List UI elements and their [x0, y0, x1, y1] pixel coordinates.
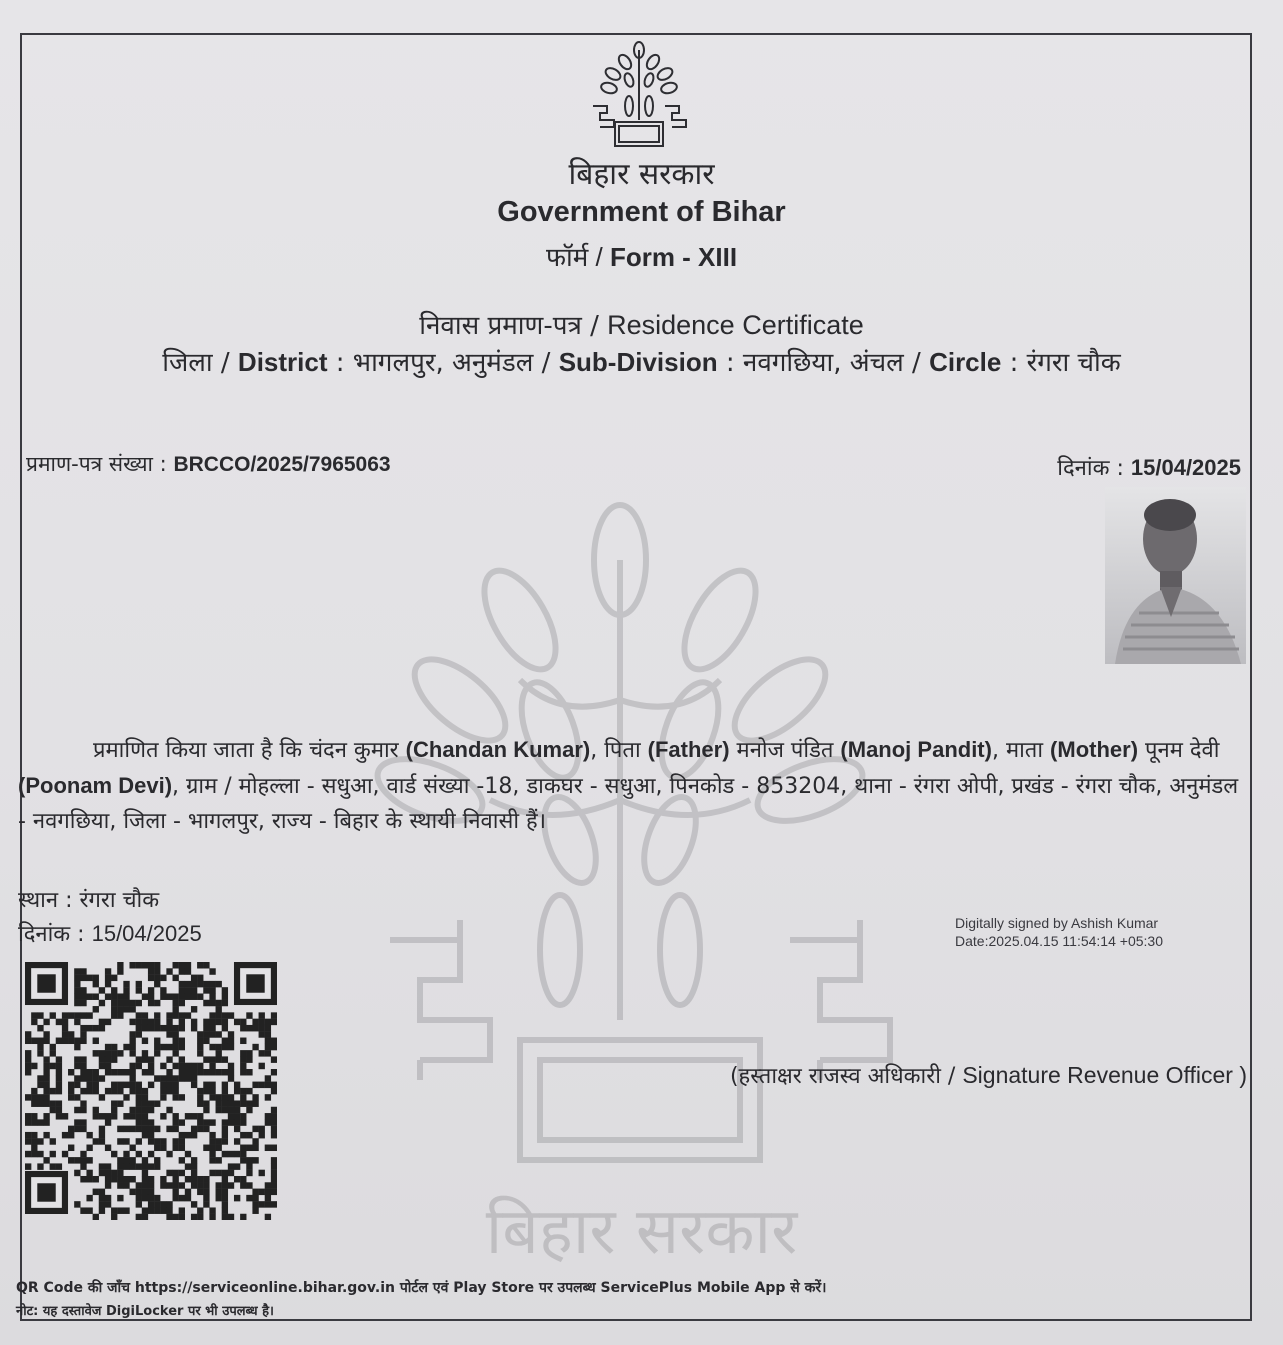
applicant-name-english: (Chandan Kumar) — [405, 737, 591, 762]
circle-value: रंगरा चौक — [1026, 348, 1121, 378]
qr-code[interactable] — [25, 962, 277, 1220]
footer-qr-note: QR Code की जाँच https://serviceonline.bihar.gov.in पोर्टल एवं Play Store पर उपलब्ध ServicePlus Mobile App से करें। — [16, 1280, 827, 1296]
body-text-part: पूनम देवी — [1138, 738, 1220, 763]
district-label: District — [237, 347, 328, 377]
certificate-title-english: Residence Certificate — [607, 310, 864, 340]
certificate-number-label: प्रमाण-पत्र संख्या : — [26, 452, 167, 476]
jurisdiction-line: जिला / District : भागलपुर, अनुमंडल / Sub-Division : नवगछिया, अंचल / Circle : रंगरा चौक — [162, 347, 1121, 378]
digital-signature-signer: Digitally signed by Ashish Kumar — [955, 915, 1159, 931]
issue-date-label: दिनांक : — [1057, 456, 1124, 481]
certificate-title: निवास प्रमाण-पत्र / Residence Certificate — [419, 310, 864, 341]
signature-label-english: Signature Revenue Officer ) — [962, 1062, 1247, 1088]
district-hindi: जिला — [162, 348, 213, 378]
bihar-emblem-watermark — [370, 500, 910, 1280]
bihar-emblem — [587, 40, 691, 148]
place-date-value: 15/04/2025 — [91, 921, 202, 946]
government-title: Government of Bihar — [497, 196, 786, 228]
circle-hindi: अंचल — [849, 348, 904, 378]
form-label: Form - XIII — [609, 242, 738, 272]
body-text-part: , ग्राम / मोहल्ला - सधुआ, वार्ड संख्या -18, डाकघर - सधुआ, पिनकोड - 853204, थाना - रंगरा ओपी, प्रखंड - रंगरा चौक, अनुमंडल - नवगछिया, जिला - भागलपुर, राज्य - बिहार के स्थायी निवासी हैं। — [18, 774, 1239, 834]
footer-digilocker-note: नोट: यह दस्तावेज DigiLocker पर भी उपलब्ध है। — [16, 1304, 274, 1319]
certificate-title-hindi: निवास प्रमाण-पत्र — [419, 311, 582, 341]
form-hindi: फॉर्म — [545, 242, 589, 272]
issue-date — [1057, 452, 1241, 482]
place-value: रंगरा चौक — [79, 888, 160, 913]
digital-signature-date: Date:2025.04.15 11:54:14 +05:30 — [955, 933, 1163, 949]
body-text-part: प्रमाणित किया जाता है कि चंदन कुमार — [93, 738, 406, 763]
place-label: स्थान : — [18, 888, 73, 913]
place-date-label: दिनांक : — [18, 922, 85, 947]
signature-label-hindi: (हस्ताक्षर राजस्व अधिकारी / — [729, 1064, 956, 1089]
father-label: (Father) — [647, 737, 730, 762]
body-text-part: मनोज पंडित — [729, 738, 841, 763]
place-date-line — [18, 918, 202, 948]
subdivision-hindi: अनुमंडल — [452, 348, 534, 378]
subdivision-value: नवगछिया — [742, 348, 834, 378]
certificate-number-value: BRCCO/2025/7965063 — [173, 453, 391, 476]
signature-label — [730, 1060, 1247, 1090]
form-separator: / — [588, 242, 610, 272]
certificate-number — [26, 450, 391, 478]
applicant-photo — [1105, 487, 1246, 664]
circle-label: Circle — [929, 347, 1002, 377]
issue-date-value: 15/04/2025 — [1130, 455, 1241, 480]
certificate-body — [18, 732, 1250, 839]
father-name-english: (Manoj Pandit) — [840, 737, 992, 762]
subdivision-label: Sub-Division — [558, 347, 718, 377]
mother-label: (Mother) — [1050, 737, 1139, 762]
body-text-part: , पिता — [590, 738, 648, 763]
government-hindi-title: बिहार सरकार — [568, 157, 715, 192]
body-text-part: , माता — [991, 738, 1051, 763]
watermark-text: बिहार सरकार — [485, 1195, 798, 1269]
form-number — [0, 238, 1283, 274]
mother-name-english: (Poonam Devi) — [18, 773, 173, 798]
digital-signature — [955, 914, 1163, 950]
district-value: भागलपुर — [352, 348, 436, 378]
place-line — [18, 884, 159, 914]
